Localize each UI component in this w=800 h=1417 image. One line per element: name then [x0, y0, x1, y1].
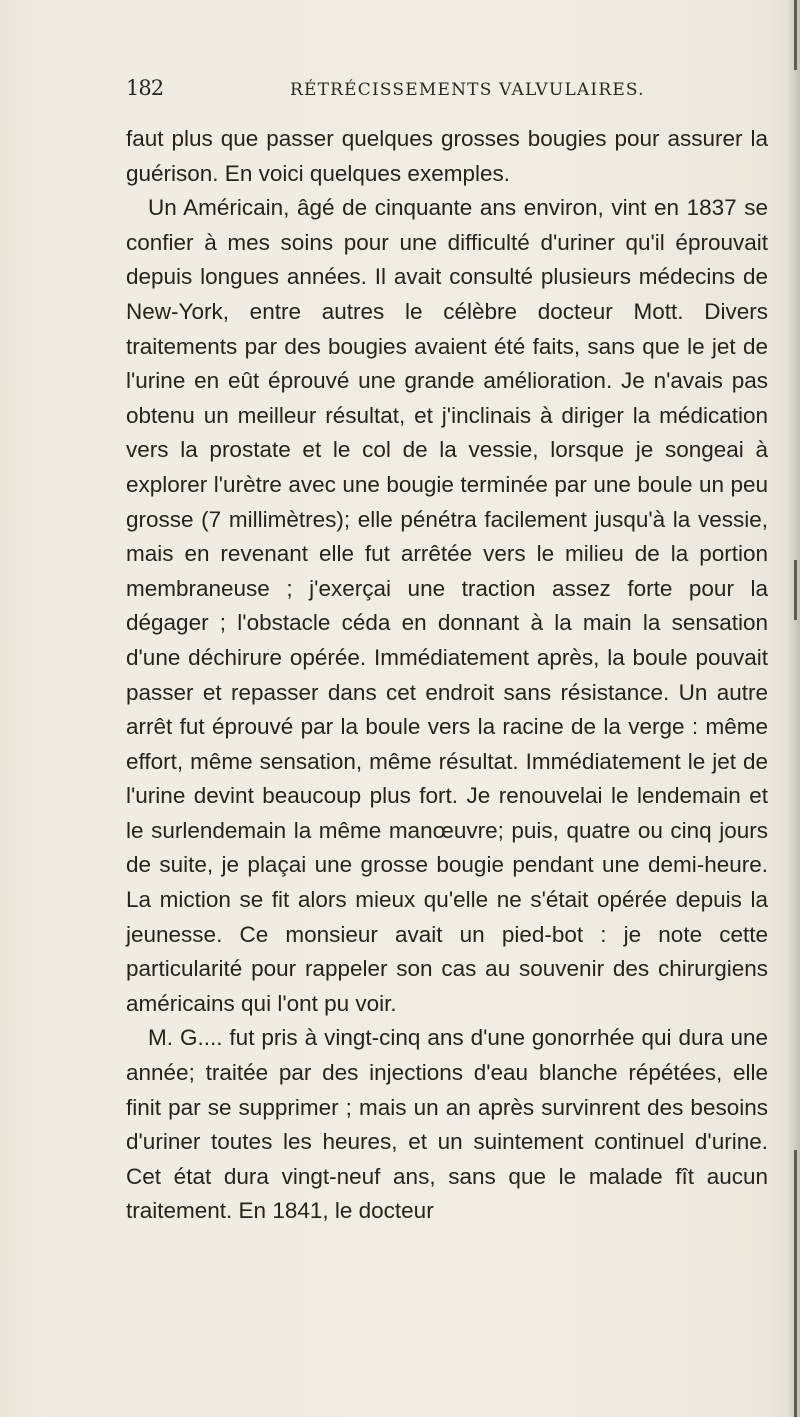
edge-mark — [794, 560, 797, 620]
paragraph-continuation: faut plus que passer quelques grosses bougies pour assurer la guérison. En voici quelques exemples. — [126, 126, 768, 186]
edge-mark — [794, 1150, 797, 1417]
running-title: RÉTRÉCISSEMENTS VALVULAIRES. — [290, 80, 645, 100]
edge-mark — [794, 0, 797, 70]
body-text — [126, 122, 768, 1229]
paragraph-m-g-case: M. G.... fut pris à vingt-cinq ans d'une gonorrhée qui dura une année; traitée par des injections d'eau blanche répétées, elle finit par se supprimer ; mais un an après survinrent des besoins d'uriner toutes les heures, et un suintement continuel d'urine. Cet état dura vingt-neuf ans, sans que le malade fît aucun traitement. En 1841, le docteur — [126, 1025, 768, 1224]
page-header — [0, 76, 800, 110]
page-number: 182 — [126, 76, 164, 100]
page-edge — [786, 0, 800, 1417]
paragraph-american-case: Un Américain, âgé de cinquante ans environ, vint en 1837 se confier à mes soins pour une difficulté d'uriner qu'il éprouvait depuis longues années. Il avait consulté plusieurs médecins de New-York, entre autres le célèbre docteur Mott. Divers traitements par des bougies avaient été faits, sans que le jet de l'urine en eût éprouvé une grande amélioration. Je n'avais pas obtenu un meilleur résultat, et j'inclinais à diriger la médication vers la prostate et le col de la vessie, lorsque je songeai à explorer l'urètre avec une bougie terminée par une boule un peu grosse (7 millimètres); elle pénétra facilement jusqu'à la vessie, mais en revenant elle fut arrêtée vers le milieu de la portion membraneuse ; j'exerçai une traction assez forte pour la dégager ; l'obstacle céda en donnant à la main la sensation d'une déchirure opérée. Immédiatement après, la boule pouvait passer et repasser dans cet endroit sans résistance. Un autre arrêt fut éprouvé par la boule vers la racine de la verge : même effort, même sensation, même résultat. Immédiatement le jet de l'urine devint beaucoup plus fort. Je renouvelai le lendemain et le surlendemain la même manœuvre; puis, quatre ou cinq jours de suite, je plaçai une grosse bougie pendant une demi-heure. La miction se fit alors mieux qu'elle ne s'était opérée depuis la jeunesse. Ce monsieur avait un pied-bot : je note cette particularité pour rappeler son cas au souvenir des chirurgiens américains qui l'ont pu voir. — [126, 195, 768, 1016]
